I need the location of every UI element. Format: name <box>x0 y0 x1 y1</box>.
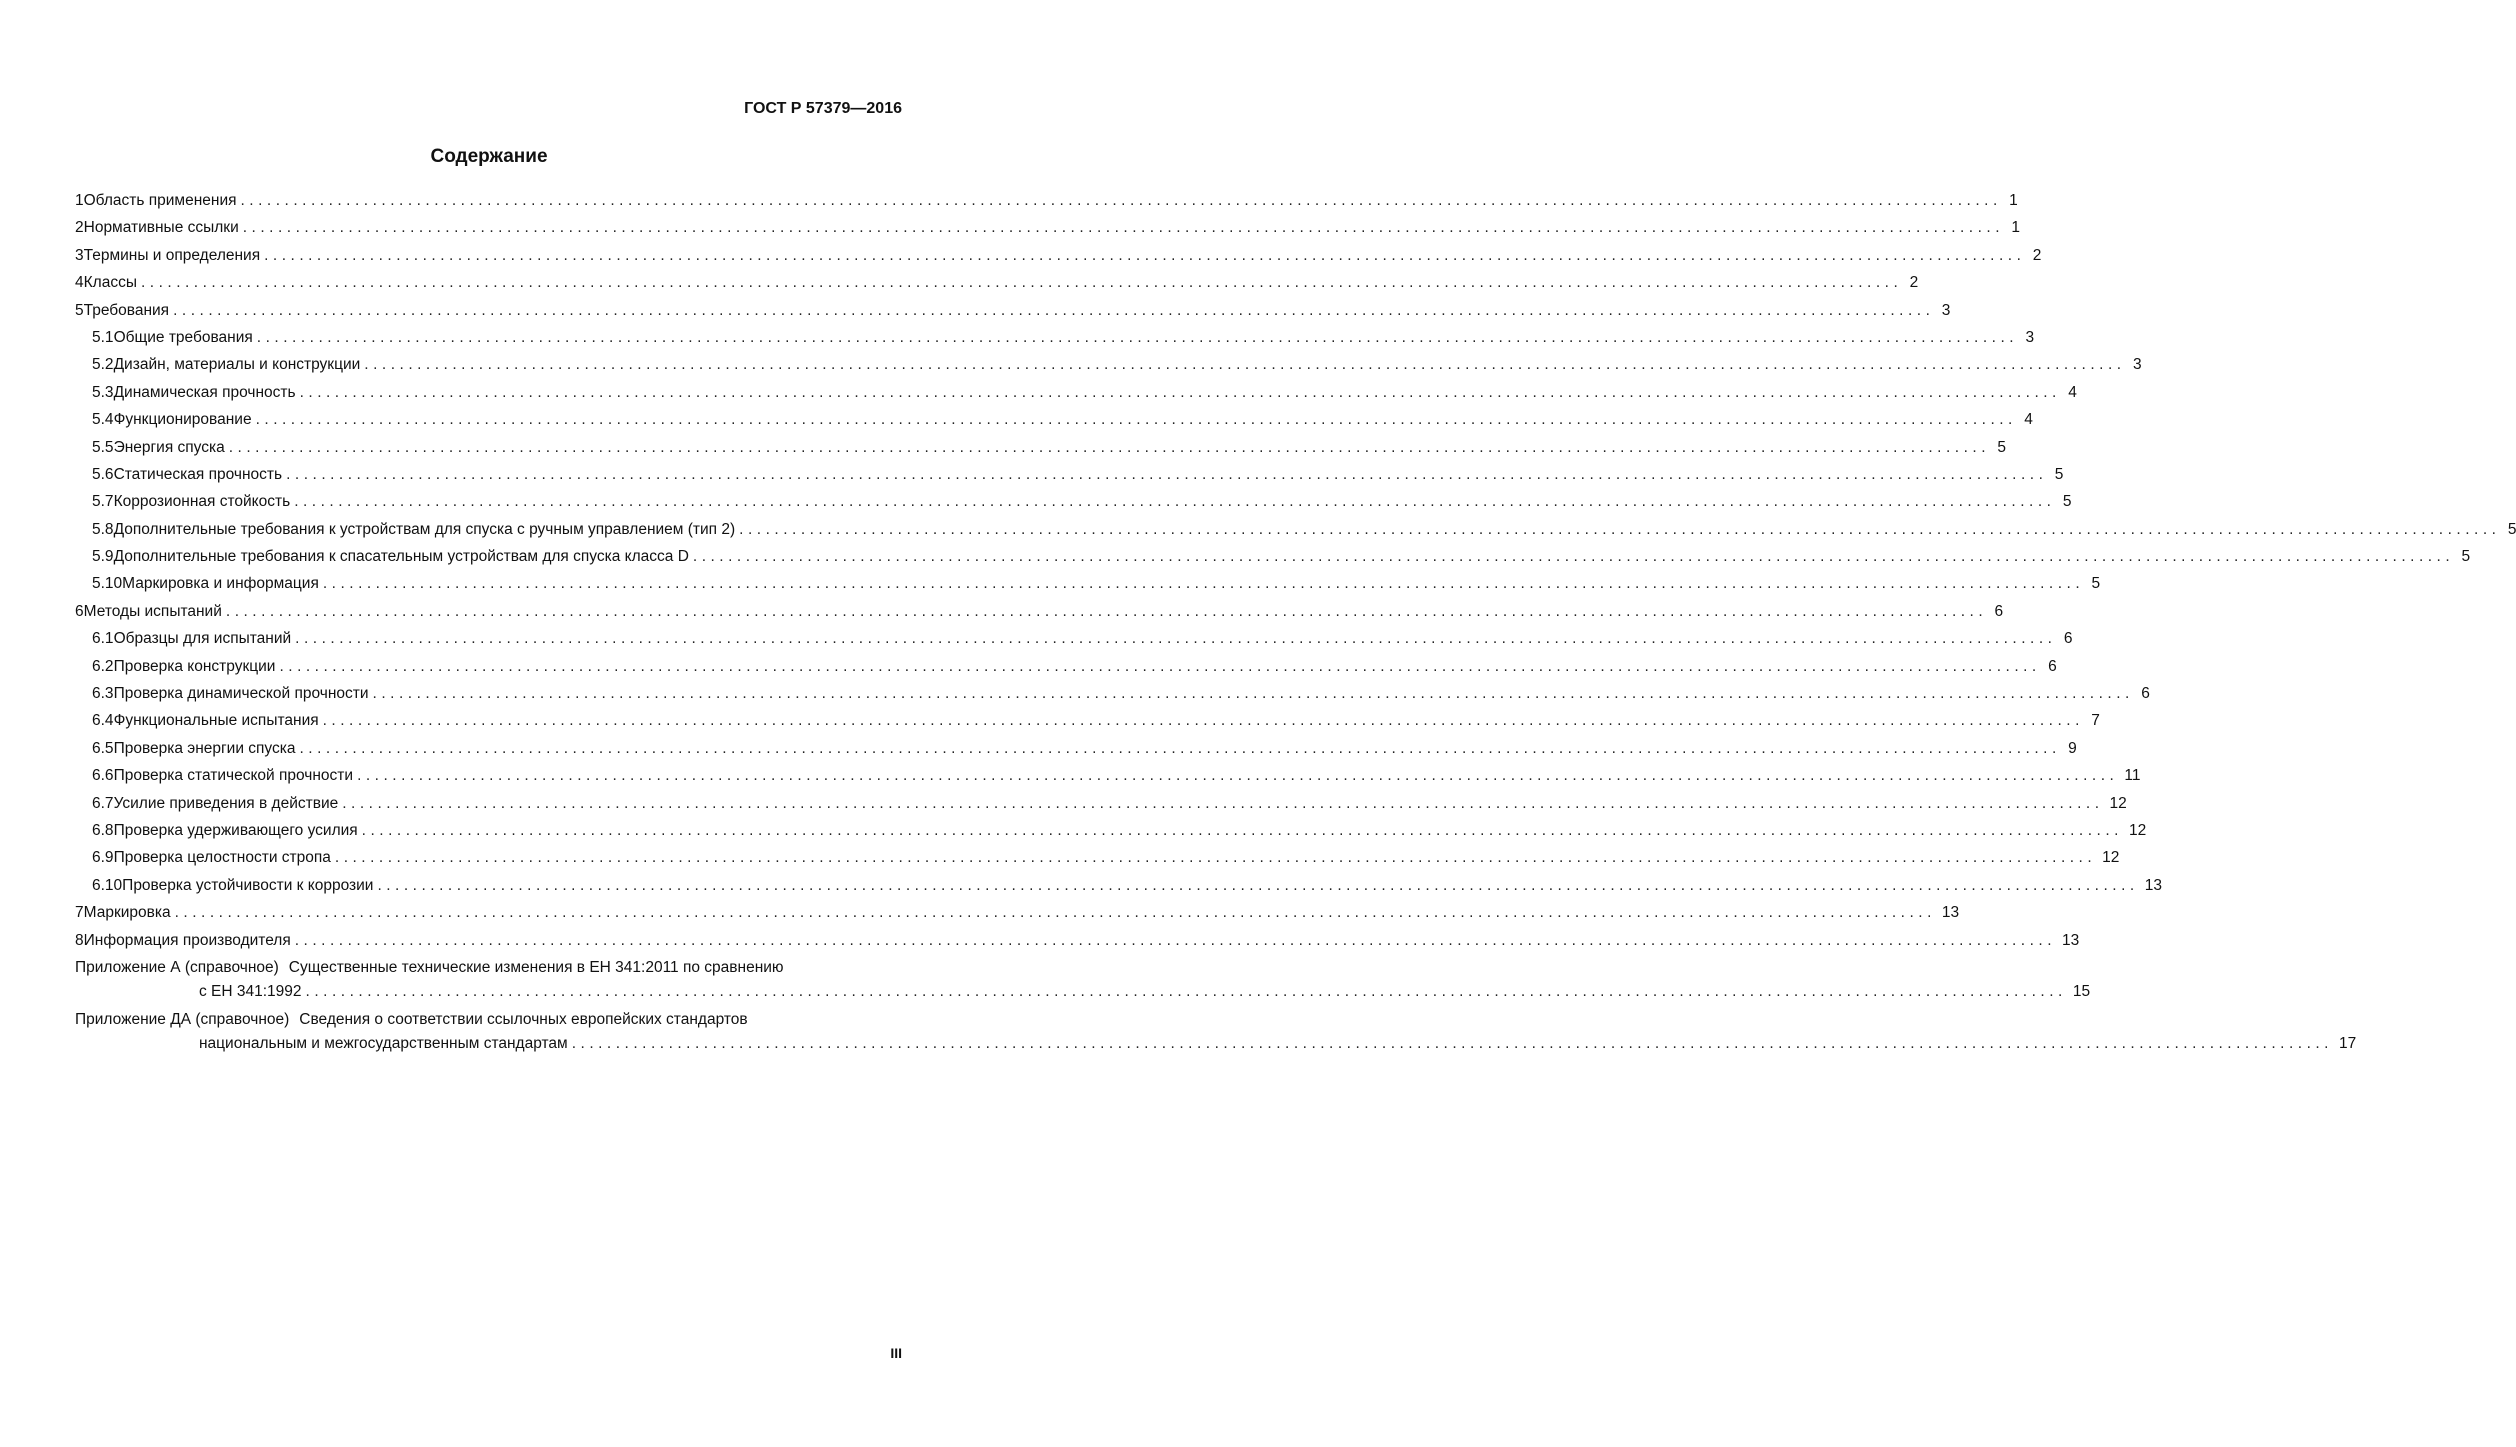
toc-entry[interactable] <box>75 790 2127 817</box>
toc-entry-page: 6 <box>2063 630 2073 648</box>
toc-entry-number: 3 <box>75 246 84 264</box>
toc-entry-page: 11 <box>2124 767 2141 785</box>
toc-entry-number: 5.3 <box>92 383 114 401</box>
toc-entry-number: 8 <box>75 931 84 949</box>
toc-entry-page: 13 <box>1941 904 1960 922</box>
toc-entry-title: Общие требования <box>113 328 253 346</box>
toc-entry-page: 12 <box>2102 849 2120 867</box>
toc-entry[interactable] <box>75 543 2471 570</box>
toc-entry-page: 4 <box>2068 383 2077 401</box>
toc-entry-page: 1 <box>2009 192 2018 209</box>
toc-entry[interactable] <box>75 762 2141 789</box>
appendix-a-head: Приложение А (справочное) <box>75 958 279 976</box>
toc-entry-page: 13 <box>2062 931 2080 949</box>
appendix-a-title-line2: с ЕН 341:1992 <box>199 982 302 1000</box>
toc-entry[interactable] <box>75 324 2035 351</box>
toc-entry[interactable] <box>75 653 2057 680</box>
toc-leader-dots: ........................................................................................................................................................................................................ <box>357 767 2119 785</box>
toc-entry-title: Маркировка и информация <box>122 575 319 593</box>
toc-leader-dots: ........................................................................................................................................................................................................ <box>256 328 2019 346</box>
toc-entry-title: Коррозионная стойкость <box>113 493 291 511</box>
appendix-da-title-line2: национальным и межгосударственным стандартам <box>199 1034 568 1052</box>
toc-entry-page: 12 <box>2109 794 2127 812</box>
toc-entry-number: 6.10 <box>92 876 123 894</box>
toc-entry-page: 2 <box>1909 274 1919 292</box>
toc-leader-dots: ........................................................................................................................................................................................................ <box>571 1034 2333 1052</box>
toc-entry-title: Термины и определения <box>83 246 261 264</box>
toc-entry-page: 6 <box>2048 657 2057 675</box>
toc-entry-title: Область применения <box>83 192 237 209</box>
toc-entry-number: 5 <box>75 301 84 319</box>
toc-entry-title: Статическая прочность <box>113 465 283 483</box>
toc-entry-title: Информация производителя <box>83 931 291 949</box>
toc-entry[interactable] <box>75 488 2072 515</box>
toc-leader-dots: ........................................................................................................................................................................................................ <box>322 575 2085 593</box>
toc-entry-title: Функционирование <box>113 411 252 429</box>
toc-entry-page: 2 <box>2032 246 2042 264</box>
toc-entry-page: 9 <box>2068 739 2077 757</box>
toc-entry-number: 5.8 <box>92 520 114 538</box>
toc-entry-number: 6.6 <box>92 767 114 785</box>
toc-entry-number: 4 <box>75 274 84 292</box>
toc-leader-dots: ........................................................................................................................................................................................................ <box>173 301 1935 319</box>
toc-entry-number: 5.2 <box>92 356 114 374</box>
toc-entry-number: 6.2 <box>92 657 114 675</box>
toc-entry-number: 6 <box>75 602 84 620</box>
toc-entry[interactable] <box>75 598 2004 625</box>
toc-entry-number: 6.5 <box>92 739 114 757</box>
toc-leader-dots: ........................................................................................................................................................................................................ <box>342 794 2104 812</box>
toc-entry-title: Дизайн, материалы и конструкции <box>113 356 361 374</box>
toc-entry-title: Проверка динамической прочности <box>113 685 369 703</box>
toc-entry-title: Классы <box>83 274 137 292</box>
toc-leader-dots: ........................................................................................................................................................................................................ <box>299 739 2061 757</box>
toc-leader-dots: ........................................................................................................................................................................................................ <box>372 685 2134 703</box>
toc-entry-number: 6.7 <box>92 794 114 812</box>
toc-entry-title: Нормативные ссылки <box>83 219 239 237</box>
toc-entry-page: 3 <box>2025 328 2035 346</box>
toc-leader-dots: ........................................................................................................................................................................................................ <box>240 192 2002 209</box>
toc-rows <box>75 187 2516 954</box>
appendix-da-page: 17 <box>2338 1034 2357 1052</box>
toc-entry-title: Проверка статической прочности <box>113 767 354 785</box>
toc-leader-dots: ........................................................................................................................................................................................................ <box>279 657 2041 675</box>
toc-entry[interactable] <box>75 570 2101 597</box>
toc-entry[interactable] <box>75 680 2150 707</box>
appendix-entry-da[interactable] <box>75 1008 2357 1056</box>
toc-entry-title: Дополнительные требования к устройствам для спуска с ручным управлением (тип 2) <box>113 520 736 538</box>
toc-entry-page: 5 <box>2054 465 2064 483</box>
table-of-contents <box>75 187 2516 1056</box>
toc-entry-page: 7 <box>2091 712 2100 730</box>
toc-entry-number: 5.4 <box>92 411 114 429</box>
appendix-da-title-line1: Сведения о соответствии ссылочных европейских стандартов <box>299 1010 748 1028</box>
toc-entry[interactable] <box>75 872 2162 899</box>
toc-entry-title: Энергия спуска <box>113 438 225 456</box>
toc-leader-dots: ........................................................................................................................................................................................................ <box>361 821 2123 839</box>
toc-entry-number: 5.9 <box>92 548 114 566</box>
toc-entry-title: Проверка устойчивости к коррозии <box>122 876 374 894</box>
toc-entry[interactable] <box>75 844 2120 871</box>
toc-leader-dots: ........................................................................................................................................................................................................ <box>334 849 2097 867</box>
appendix-entry-a[interactable] <box>75 956 2091 1004</box>
toc-leader-dots: ........................................................................................................................................................................................................ <box>225 602 1988 620</box>
toc-entry-number: 5.6 <box>92 465 114 483</box>
toc-entry-page: 12 <box>2128 821 2147 839</box>
appendix-a-page: 15 <box>2072 982 2091 1000</box>
toc-leader-dots: ........................................................................................................................................................................................................ <box>322 712 2084 730</box>
toc-entry-number: 5.10 <box>92 575 123 593</box>
toc-entry-number: 1 <box>75 192 84 209</box>
toc-entry-number: 5.1 <box>92 328 114 346</box>
toc-entry-number: 5.5 <box>92 438 114 456</box>
toc-entry[interactable] <box>75 269 1919 296</box>
toc-entry-title: Маркировка <box>83 904 171 922</box>
toc-entry[interactable] <box>75 406 2033 433</box>
toc-entry-page: 5 <box>2461 548 2471 566</box>
toc-entry[interactable] <box>75 187 2018 214</box>
toc-entry[interactable] <box>75 817 2147 844</box>
document-code: ГОСТ Р 57379—2016 <box>744 100 902 117</box>
toc-entry-title: Дополнительные требования к спасательным устройствам для спуска класса D <box>113 548 689 566</box>
toc-entry-page: 1 <box>2011 219 2021 237</box>
toc-entry-number: 6.8 <box>92 821 114 839</box>
toc-entry[interactable] <box>75 297 1951 324</box>
toc-entry-title: Проверка удерживающего усилия <box>113 821 358 839</box>
toc-entry[interactable] <box>75 625 2073 652</box>
toc-entry[interactable] <box>75 927 2080 954</box>
toc-leader-dots: ........................................................................................................................................................................................................ <box>739 520 2501 538</box>
toc-entry-title: Проверка энергии спуска <box>113 739 296 757</box>
toc-entry-title: Образцы для испытаний <box>113 630 292 648</box>
toc-leader-dots: ........................................................................................................................................................................................................ <box>255 411 2017 429</box>
toc-entry[interactable] <box>75 516 2516 543</box>
toc-entry-number: 7 <box>75 904 84 922</box>
page-number: III <box>890 1345 902 1361</box>
toc-leader-dots: ........................................................................................................................................................................................................ <box>242 219 2005 237</box>
appendix-a-title-line1: Существенные технические изменения в ЕН 341:2011 по сравнению <box>288 958 784 976</box>
toc-leader-dots: ........................................................................................................................................................................................................ <box>174 904 1936 922</box>
toc-entry-title: Проверка конструкции <box>113 657 276 675</box>
toc-entry[interactable] <box>75 461 2064 488</box>
toc-leader-dots: ........................................................................................................................................................................................................ <box>228 438 1991 456</box>
toc-entry-page: 5 <box>1997 438 2007 456</box>
toc-leader-dots: ........................................................................................................................................................................................................ <box>140 274 1903 292</box>
toc-entry[interactable] <box>75 379 2077 406</box>
toc-entry[interactable] <box>75 735 2077 762</box>
toc-entry-page: 5 <box>2507 520 2516 538</box>
toc-entry-number: 6.3 <box>92 685 114 703</box>
toc-entry-title: Требования <box>83 301 170 319</box>
toc-leader-dots: ........................................................................................................................................................................................................ <box>299 383 2061 401</box>
toc-entry[interactable] <box>75 707 2100 734</box>
toc-leader-dots: ........................................................................................................................................................................................................ <box>294 493 2056 511</box>
toc-entry[interactable] <box>75 899 1960 926</box>
toc-entry-title: Усилие приведения в действие <box>113 794 339 812</box>
toc-entry-number: 6.1 <box>92 630 114 648</box>
toc-entry-number: 6.4 <box>92 712 114 730</box>
toc-entry[interactable] <box>75 434 2007 461</box>
toc-leader-dots: ........................................................................................................................................................................................................ <box>295 630 2057 648</box>
toc-leader-dots: ........................................................................................................................................................................................................ <box>377 876 2139 894</box>
toc-entry-page: 5 <box>2062 493 2072 511</box>
toc-leader-dots: ........................................................................................................................................................................................................ <box>286 465 2048 483</box>
toc-entry-title: Методы испытаний <box>83 602 222 620</box>
toc-entry-page: 3 <box>1941 301 1951 319</box>
appendix-da-head: Приложение ДА (справочное) <box>75 1010 290 1028</box>
toc-entry-page: 6 <box>2141 685 2150 703</box>
toc-title: Содержание <box>430 146 548 167</box>
toc-entry[interactable] <box>75 351 2142 378</box>
toc-leader-dots: ........................................................................................................................................................................................................ <box>264 246 2026 264</box>
toc-entry-page: 13 <box>2144 876 2162 894</box>
toc-entry-number: 5.7 <box>92 493 114 511</box>
toc-entry-title: Проверка целостности стропа <box>113 849 331 867</box>
toc-entry-page: 6 <box>1994 602 2004 620</box>
toc-entry-number: 6.9 <box>92 849 114 867</box>
toc-entry-page: 5 <box>2091 575 2101 593</box>
toc-entry[interactable] <box>75 214 2021 241</box>
toc-entry-page: 4 <box>2024 411 2033 429</box>
toc-entry-title: Динамическая прочность <box>113 383 296 401</box>
toc-leader-dots: ........................................................................................................................................................................................................ <box>364 356 2126 374</box>
toc-leader-dots: ........................................................................................................................................................................................................ <box>305 982 2067 1000</box>
toc-leader-dots: ........................................................................................................................................................................................................ <box>294 931 2057 949</box>
toc-entry-title: Функциональные испытания <box>113 712 319 730</box>
toc-leader-dots: ........................................................................................................................................................................................................ <box>692 548 2455 566</box>
toc-entry-number: 2 <box>75 219 84 237</box>
toc-entry[interactable] <box>75 242 2042 269</box>
toc-entry-page: 3 <box>2132 356 2142 374</box>
